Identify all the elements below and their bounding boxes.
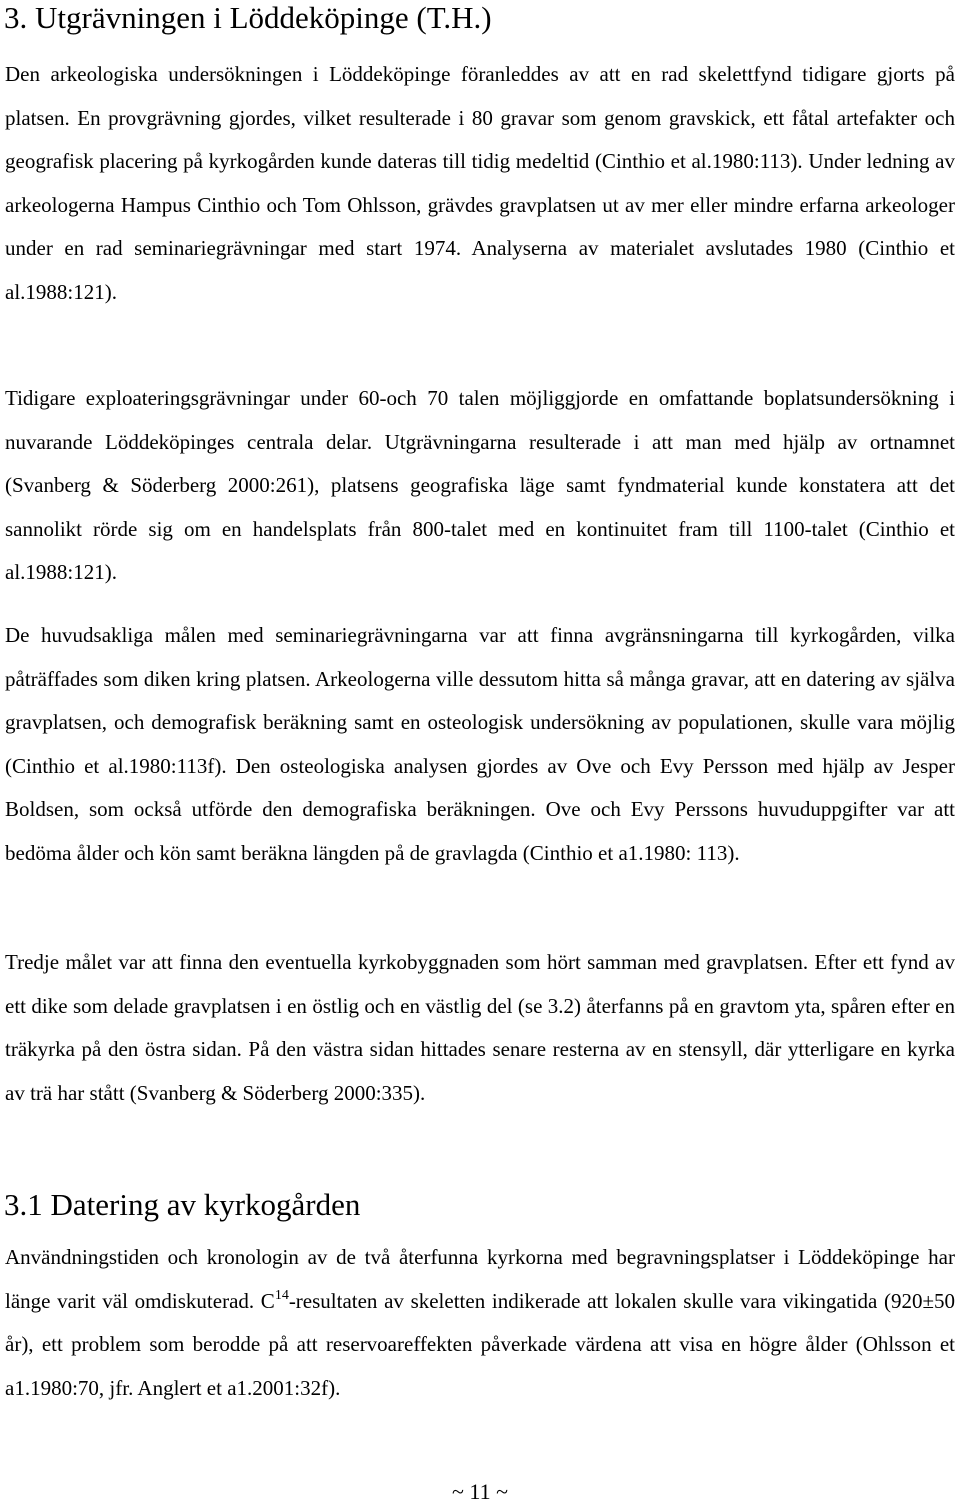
paragraph-seminar-goals: De huvudsakliga målen med seminariegrävningarna var att finna avgränsningarna till kyrkogården, vilka påträffades som diken kring platsen. Arkeologerna ville dessutom hitta så många gravar, att en datering av själva gravplatsen, och demografisk beräkning samt en osteologisk undersökning av populationen, skulle vara möjlig (Cinthio et al.1980:113f). Den osteologiska analysen gjordes av Ove och Evy Persson med hjälp av Jesper Boldsen, som också utförde den demografiska beräkningen. Ove och Evy Perssons huvuduppgifter var att bedöma ålder och kön samt beräkna längden på de gravlagda (Cinthio et a1.1980: 113). [5, 623, 955, 865]
paragraph-church-building: Tredje målet var att finna den eventuella kyrkobyggnaden som hört samman med gravplatsen. Efter ett fynd av ett dike som delade gravplatsen i en östlig och en västlig del (se 3.2) återfanns på en gravtom yta, spåren efter en träkyrka på den östra sidan. På den västra sidan hittades senare resterna av en stensyll, där ytterligare en kyrka av trä har stått (Svanberg & Söderberg 2000:335). [5, 950, 955, 1105]
dating-text-start: Användningstiden och kronologin av de två återfunna kyrkorna med begravningsplatser i Löddeköpinge har länge varit väl omdiskuterad. C [5, 1245, 955, 1313]
subsection-heading: 3.1 Datering av kyrkogården [4, 1187, 361, 1222]
page-number: ~ 11 ~ [452, 1479, 508, 1504]
dating-text-end: -resultaten av skeletten indikerade att lokalen skulle vara vikingatida (920±50 år), ett problem som berodde på att reservoareffekten påverkade värdena att visa en högre ålder (Ohlsson et a1.1980:70, jfr. Anglert et a1.2001:32f). [5, 1288, 956, 1400]
section-heading: 3. Utgrävningen i Löddeköpinge (T.H.) [4, 0, 492, 35]
paragraph-excavation-intro: Den arkeologiska undersökningen i Löddeköpinge föranleddes av att en rad skelettfynd tidigare gjorts på platsen. En provgrävning gjordes, vilket resulterade i 80 gravar som genom gravskick, ett fåtal artefakter och geografisk placering på kyrkogården kunde dateras till tidig medeltid (Cinthio et al.1980:113). Under ledning av arkeologerna Hampus Cinthio och Tom Ohlsson, grävdes gravplatsen ut av mer eller mindre erfarna arkeologer under en rad seminariegrävningar med start 1974. Analyserna av materialet avslutades 1980 (Cinthio et al.1988:121). [5, 62, 955, 304]
paragraph-dating [5, 1236, 955, 1410]
carbon-isotope-superscript: 14 [274, 1287, 289, 1303]
paragraph-settlement-investigation: Tidigare exploateringsgrävningar under 60-och 70 talen möjliggjorde en omfattande boplatsundersökning i nuvarande Löddeköpinges centrala delar. Utgrävningarna resulterade i att man med hjälp av ortnamnet (Svanberg & Söderberg 2000:261), platsens geografiska läge samt fyndmaterial kunde konstatera att det sannolikt rörde sig om en handelsplats från 800-talet med en kontinuitet fram till 1100-talet (Cinthio et al.1988:121). [5, 386, 955, 585]
